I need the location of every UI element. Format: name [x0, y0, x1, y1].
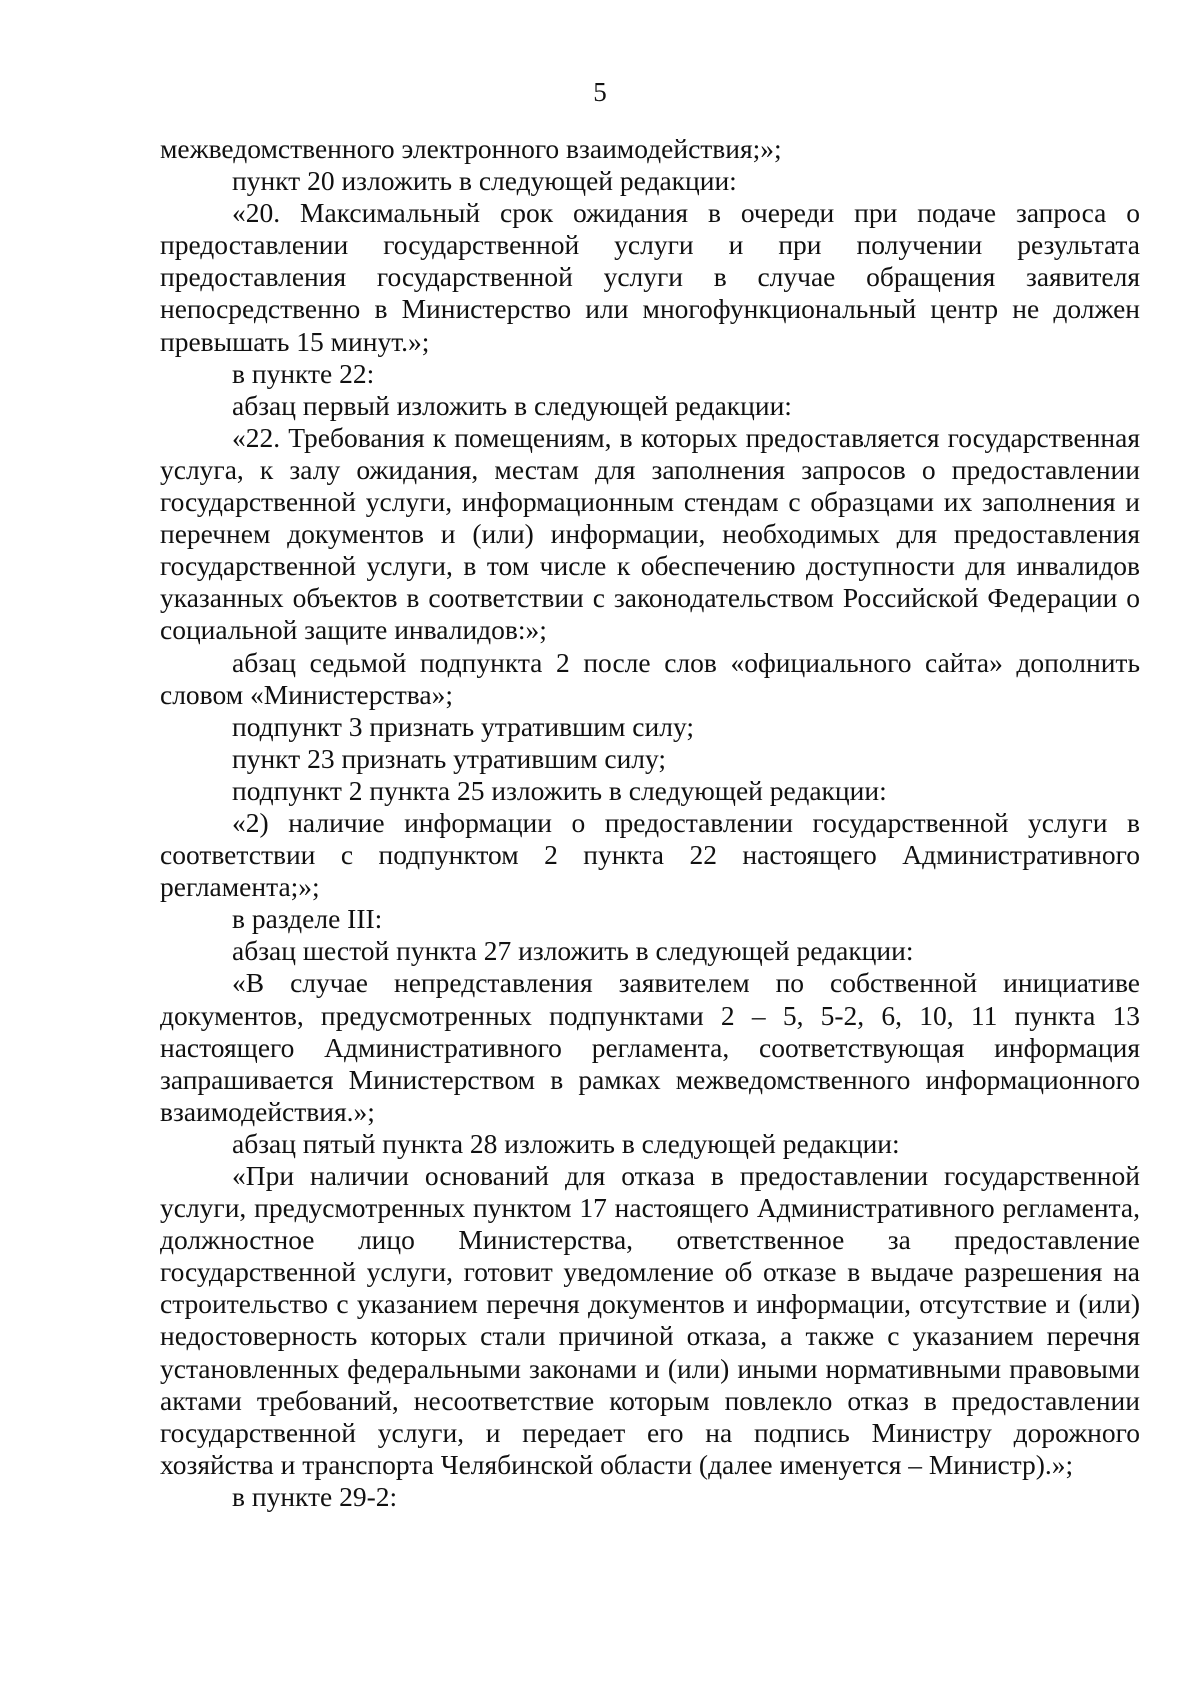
- paragraph-instruction-point-20: пункт 20 изложить в следующей редакции:: [232, 165, 737, 197]
- paragraph-in-point-29-2: в пункте 29-2:: [232, 1480, 398, 1512]
- paragraph-point-23-void: пункт 23 признать утратившим силу;: [232, 742, 667, 774]
- paragraph-instruction-first-para: абзац первый изложить в следующей редакции:: [232, 389, 792, 421]
- document-body: [160, 133, 1140, 1513]
- paragraph-point-22-text: «22. Требования к помещениям, в которых предоставляется государственная услуга, к залу ожидания, местам для заполнения запросов о предоставлении государственной услуги, информационным стендам с образцами их заполнения и перечнем документов и (или) информации, необходимых для предоставления государственной услуги, в том числе к обеспечению доступности для инвалидов указанных объектов в соответствии с законодательством Российской Федерации о социальной защите инвалидов:»;: [160, 421, 1140, 646]
- paragraph-point-20-text: «20. Максимальный срок ожидания в очереди при подаче запроса о предоставлении государственной услуги и при получении результата предоставления государственной услуги в случае обращения заявителя непосредственно в Министерство или многофункциональный центр не должен превышать 15 минут.»;: [160, 197, 1140, 357]
- paragraph-instruction-point-28: абзац пятый пункта 28 изложить в следующей редакции:: [232, 1127, 900, 1159]
- paragraph-subpoint-3-void: подпункт 3 признать утратившим силу;: [232, 710, 694, 742]
- paragraph-continuation: межведомственного электронного взаимодействия;»;: [160, 133, 782, 164]
- page-number: 5: [593, 77, 607, 107]
- paragraph-in-section-3: в разделе III:: [232, 903, 383, 935]
- paragraph-point-28-text: «При наличии оснований для отказа в предоставлении государственной услуги, предусмотренных пунктом 17 настоящего Административного регламента, должностное лицо Министерства, ответственное за предоставление государственной услуги, готовит уведомление об отказе в выдаче разрешения на строительство с указанием перечня документов и информации, отсутствие и (или) недостоверность которых стали причиной отказа, а также с указанием перечня установленных федеральными законами и (или) иными нормативными правовыми актами требований, несоответствие которым повлекло отказ в предоставлении государственной услуги, и передает его на подпись Министру дорожного хозяйства и транспорта Челябинской области (далее именуется – Министр).»;: [160, 1160, 1140, 1480]
- paragraph-point-27-text: «В случае непредставления заявителем по собственной инициативе документов, предусмотренных подпунктами 2 – 5, 5-2, 6, 10, 11 пункта 13 настоящего Административного регламента, соответствующая информация запрашивается Министерством в рамках межведомственного информационного взаимодействия.»;: [160, 967, 1140, 1127]
- paragraph-subpoint-2-text: «2) наличие информации о предоставлении государственной услуги в соответствии с подпунктом 2 пункта 22 настоящего Административного регламента;»;: [160, 806, 1140, 903]
- paragraph-instruction-point-27: абзац шестой пункта 27 изложить в следующей редакции:: [232, 935, 914, 967]
- paragraph-in-point-22: в пункте 22:: [232, 357, 375, 389]
- paragraph-seventh-para-subpoint-2: абзац седьмой подпункта 2 после слов «официального сайта» дополнить словом «Министерства»;: [160, 646, 1140, 710]
- paragraph-instruction-subpoint-2-point-25: подпункт 2 пункта 25 изложить в следующей редакции:: [232, 774, 887, 806]
